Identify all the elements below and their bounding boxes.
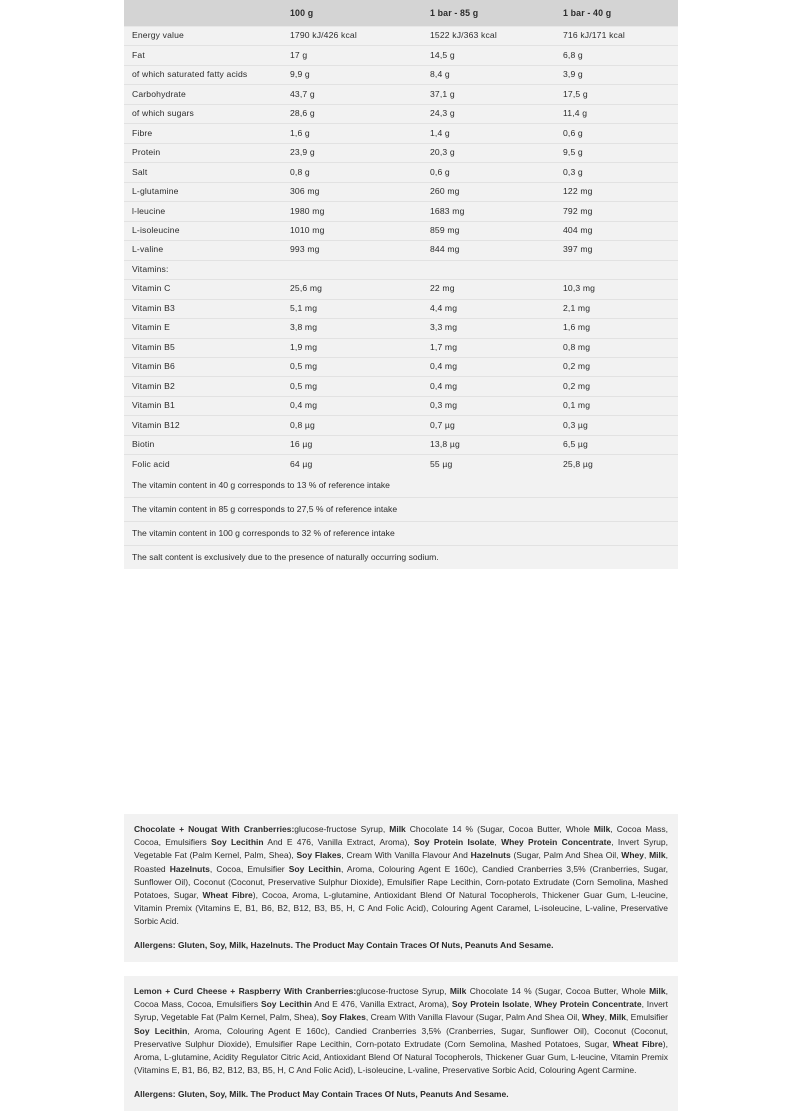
row-label: L-glutamine [124, 182, 282, 201]
row-value-100g: 1,6 g [282, 124, 422, 143]
table-row-section-vitamins [124, 260, 678, 279]
row-value-100g: 0,5 mg [282, 357, 422, 376]
row-value-85g: 4,4 mg [422, 299, 555, 318]
nutrition-sheet [124, 0, 678, 569]
table-row [124, 338, 678, 357]
row-value-85g: 1,7 mg [422, 338, 555, 357]
row-value-100g: 306 mg [282, 182, 422, 201]
row-value-85g: 0,3 mg [422, 396, 555, 415]
row-value-85g: 14,5 g [422, 46, 555, 65]
row-value-100g [282, 260, 422, 279]
table-row [124, 163, 678, 182]
row-value-85g: 859 mg [422, 221, 555, 240]
row-label: Energy value [124, 27, 282, 46]
row-value-40g: 0,2 mg [555, 357, 678, 376]
row-label: Carbohydrate [124, 85, 282, 104]
column-header-label [124, 0, 282, 27]
row-value-100g: 23,9 g [282, 143, 422, 162]
row-value-100g: 64 µg [290, 458, 313, 469]
row-label: Fibre [124, 124, 282, 143]
row-value-85g: 1,4 g [422, 124, 555, 143]
row-label: Vitamin E [124, 319, 282, 338]
row-label: Folic acid [132, 458, 170, 469]
row-label: Vitamin B2 [124, 377, 282, 396]
row-label: Vitamin B1 [124, 396, 282, 415]
row-value-40g: 716 kJ/171 kcal [555, 27, 678, 46]
row-value-40g: 0,6 g [555, 124, 678, 143]
row-label: Salt [124, 163, 282, 182]
row-label: l-leucine [124, 202, 282, 221]
column-header-100g: 100 g [282, 0, 422, 27]
product-1-ingredients: Chocolate + Nougat With Cranberries:glucose-fructose Syrup, Milk Chocolate 14 % (Sugar, Cocoa Butter, Whole Milk, Cocoa Mass, Cocoa, Emulsifiers Soy Lecithin And E 476, Vanilla Extract, Aroma), Soy Protein Isolate, Whey Protein Concentrate, Invert Syrup, Vegetable Fat (Palm Kernel, Palm, Shea), Soy Flakes, Cream With Vanilla Flavour And Hazelnuts (Sugar, Palm And Shea Oil, Whey, Milk, Roasted Hazelnuts, Cocoa, Emulsifier Soy Lecithin, Aroma, Colouring Agent E 160c), Candied Cranberries 3,5% (Cranberries, Sugar, Sunflower Oil), Coconut (Coconut, Preservative Sulphur Dioxide), Emulsifier Rape Lecithin, Corn-potato Extrudate (Corn Semolina, Mashed Potatoes, Sugar, Wheat Fibre), Cocoa, Aroma, L-glutamine, Antioxidant Blend Of Natural Tocopherols, Thickener Guar Gum, L-leucine, Vitamin Premix (Vitamins E, B1, B6, B2, B12, B3, B5, H, C And Folic Acid), Colouring Agent Caramel, L-isoleucine, L-valine, Preservative Sorbic Acid. [124, 814, 678, 937]
table-row [124, 221, 678, 240]
table-row [124, 396, 678, 415]
table-row [124, 377, 678, 396]
row-value-100g: 1,9 mg [282, 338, 422, 357]
table-row [124, 104, 678, 123]
row-label: of which saturated fatty acids [124, 65, 282, 84]
row-value-85g: 20,3 g [422, 143, 555, 162]
note-100g: The vitamin content in 100 g corresponds to 32 % of reference intake [124, 522, 678, 546]
table-header [124, 0, 678, 27]
row-value-85g: 37,1 g [422, 85, 555, 104]
row-value-40g: 792 mg [555, 202, 678, 221]
table-row [124, 435, 678, 454]
note-85g: The vitamin content in 85 g corresponds to 27,5 % of reference intake [124, 498, 678, 522]
table-row [124, 416, 678, 435]
table-row [124, 65, 678, 84]
ingredients-section [124, 800, 678, 1111]
column-header-bar85g: 1 bar - 85 g [422, 0, 555, 27]
row-label: Biotin [124, 435, 282, 454]
row-value-100g: 3,8 mg [282, 319, 422, 338]
row-value-85g: 0,4 mg [422, 357, 555, 376]
product-1-title: Chocolate + Nougat With Cranberries: [134, 824, 295, 834]
row-label: of which sugars [124, 104, 282, 123]
row-value-40g: 0,2 mg [555, 377, 678, 396]
row-label: Vitamin B12 [124, 416, 282, 435]
row-value-40g: 397 mg [555, 241, 678, 260]
note-salt: The salt content is exclusively due to the presence of naturally occurring sodium. [132, 552, 439, 563]
row-value-85g: 22 mg [422, 280, 555, 299]
table-row [124, 124, 678, 143]
row-value-85g: 0,6 g [422, 163, 555, 182]
product-1-allergens: Allergens: Gluten, Soy, Milk, Hazelnuts. The Product May Contain Traces Of Nuts, Peanuts And Sesame. [124, 937, 678, 962]
table-row [124, 319, 678, 338]
note-40g: The vitamin content in 40 g corresponds to 13 % of reference intake [124, 474, 678, 498]
row-value-85g: 8,4 g [422, 65, 555, 84]
table-row [124, 46, 678, 65]
section-gap [124, 962, 678, 976]
row-value-40g: 10,3 mg [555, 280, 678, 299]
column-header-bar40g: 1 bar - 40 g [555, 0, 678, 27]
table-row [124, 202, 678, 221]
row-value-85g: 24,3 g [422, 104, 555, 123]
row-value-100g: 0,4 mg [282, 396, 422, 415]
table-row [124, 241, 678, 260]
product-2-allergens: Allergens: Gluten, Soy, Milk. The Product May Contain Traces Of Nuts, Peanuts And Sesame. [124, 1086, 678, 1111]
row-value-40g: 0,3 µg [555, 416, 678, 435]
row-value-40g: 0,1 mg [555, 396, 678, 415]
row-value-100g: 0,8 g [282, 163, 422, 182]
reference-intake-notes [124, 474, 678, 569]
row-value-40g: 2,1 mg [555, 299, 678, 318]
row-value-100g: 993 mg [282, 241, 422, 260]
row-value-100g: 1980 mg [282, 202, 422, 221]
row-value-40g: 6,8 g [555, 46, 678, 65]
row-label: L-isoleucine [124, 221, 282, 240]
row-value-85g: 55 µg [430, 458, 453, 469]
row-value-100g: 5,1 mg [282, 299, 422, 318]
row-value-40g: 11,4 g [555, 104, 678, 123]
table-row [124, 455, 678, 474]
row-value-85g: 0,7 µg [422, 416, 555, 435]
row-value-40g: 0,8 mg [555, 338, 678, 357]
section-gap [124, 800, 678, 814]
row-value-100g: 43,7 g [282, 85, 422, 104]
row-label: Vitamin C [124, 280, 282, 299]
row-value-85g: 260 mg [422, 182, 555, 201]
table-row [124, 85, 678, 104]
product-2-ingredients: Lemon + Curd Cheese + Raspberry With Cranberries:glucose-fructose Syrup, Milk Chocolate 14 % (Sugar, Cocoa Butter, Whole Milk, Cocoa Mass, Cocoa, Emulsifiers Soy Lecithin And E 476, Vanilla Extract, Aroma), Soy Protein Isolate, Whey Protein Concentrate, Invert Syrup, Vegetable Fat (Palm Kernel, Palm, Shea), Soy Flakes, Cream With Vanilla Flavour (Sugar, Palm And Shea Oil, Whey, Milk, Emulsifier Soy Lecithin, Aroma, Colouring Agent E 160c), Candied Cranberries 3,5% (Cranberries, Sugar, Sunflower Oil), Coconut (Coconut, Preservative Sulphur Dioxide), Emulsifier Rape Lecithin, Corn-potato Extrudate (Corn Semolina, Mashed Potatoes, Sugar, Wheat Fibre), Aroma, L-glutamine, Acidity Regulator Citric Acid, Antioxidant Blend Of Natural Tocopherols, Thickener Guar Gum, L-leucine, Vitamin Premix (Vitamins E, B1, B6, B2, B12, B3, B5, H, C And Folic Acid), L-isoleucine, L-valine, Preservative Sorbic Acid, Colouring Agent Carmine. [124, 976, 678, 1086]
nutrition-table [124, 0, 678, 474]
table-row [124, 182, 678, 201]
row-value-40g: 17,5 g [555, 85, 678, 104]
table-row [124, 143, 678, 162]
table-row [124, 280, 678, 299]
row-value-40g: 3,9 g [555, 65, 678, 84]
row-value-100g: 1790 kJ/426 kcal [282, 27, 422, 46]
table-header-row [124, 0, 678, 27]
row-value-40g: 404 mg [555, 221, 678, 240]
row-value-100g: 16 µg [282, 435, 422, 454]
table-body [124, 27, 678, 474]
row-value-85g [422, 260, 555, 279]
row-value-100g: 1010 mg [282, 221, 422, 240]
row-label: Vitamins: [124, 260, 282, 279]
row-value-40g: 0,3 g [555, 163, 678, 182]
row-value-85g: 3,3 mg [422, 319, 555, 338]
row-value-85g: 1683 mg [422, 202, 555, 221]
product-2-title: Lemon + Curd Cheese + Raspberry With Cranberries: [134, 986, 357, 997]
row-value-40g: 122 mg [555, 182, 678, 201]
table-row [124, 27, 678, 46]
row-value-100g: 25,6 mg [282, 280, 422, 299]
row-label: Protein [124, 143, 282, 162]
row-value-100g: 17 g [282, 46, 422, 65]
row-value-100g: 0,8 µg [282, 416, 422, 435]
row-value-85g: 13,8 µg [422, 435, 555, 454]
row-value-100g: 9,9 g [282, 65, 422, 84]
row-value-40g: 9,5 g [555, 143, 678, 162]
row-value-85g: 0,4 mg [422, 377, 555, 396]
row-label: Fat [124, 46, 282, 65]
row-label: Vitamin B6 [124, 357, 282, 376]
row-value-100g: 28,6 g [282, 104, 422, 123]
row-label: Vitamin B5 [124, 338, 282, 357]
row-value-40g: 1,6 mg [555, 319, 678, 338]
row-value-100g: 0,5 mg [282, 377, 422, 396]
row-value-40g: 6,5 µg [555, 435, 678, 454]
row-label: L-valine [124, 241, 282, 260]
row-label: Vitamin B3 [124, 299, 282, 318]
row-value-40g [555, 260, 678, 279]
table-row [124, 299, 678, 318]
row-value-85g: 1522 kJ/363 kcal [422, 27, 555, 46]
row-value-85g: 844 mg [422, 241, 555, 260]
row-value-40g: 25,8 µg [563, 458, 593, 469]
table-row [124, 357, 678, 376]
